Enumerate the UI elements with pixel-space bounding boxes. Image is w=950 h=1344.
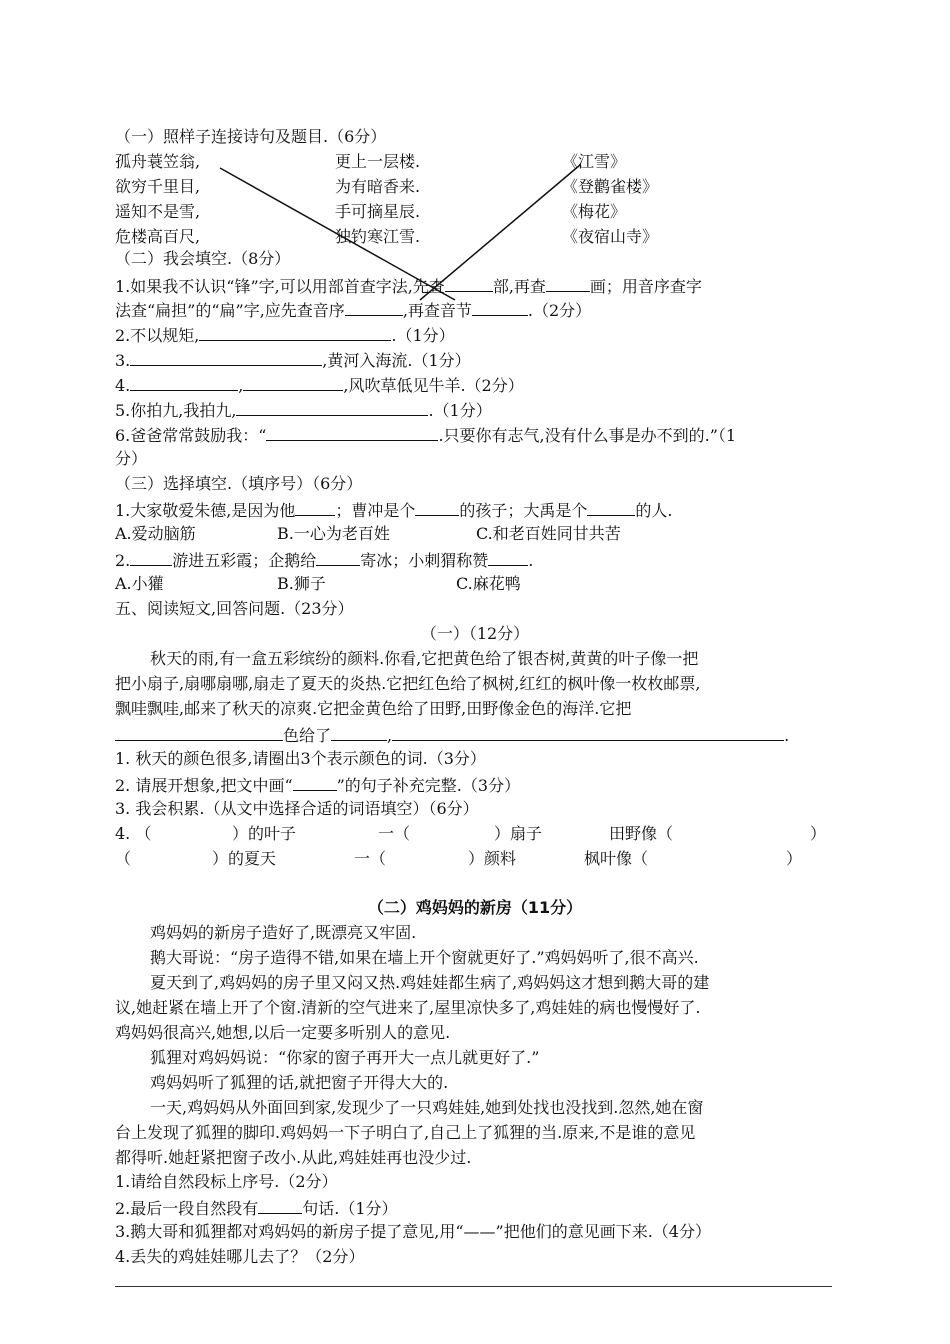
answer-blank[interactable] — [199, 324, 391, 341]
answer-blank[interactable] — [331, 724, 387, 741]
poem-line: 手可摘星辰. — [335, 202, 421, 221]
fill-item: ）扇子 — [494, 824, 543, 843]
question-line: 3. ,黄河入海流.（1分） — [115, 351, 471, 370]
answer-blank[interactable] — [130, 349, 322, 366]
answer-blank[interactable] — [115, 724, 283, 741]
passage-line: 议,她赶紧在墙上开了个窗.清新的空气进来了,屋里凉快多了,鸡娃娃的病也慢慢好了. — [115, 998, 701, 1017]
section5-heading: 五、阅读短文,回答问题.（23分） — [115, 599, 354, 618]
passage-fill-line: 色给了 , . — [115, 724, 789, 746]
passage-line: 狐狸对鸡妈妈说：“你家的窗子再开大一点儿就更好了.” — [150, 1048, 540, 1067]
question-line: 2.最后一段自然段有 句话.（1分） — [115, 1199, 398, 1218]
fill-item: ）的叶子 — [232, 824, 297, 843]
passage-line: 鸡妈妈听了狐狸的话,就把窗子开得大大的. — [150, 1073, 449, 1092]
fill-item: 4. （ — [115, 824, 152, 843]
poem-line: 独钓寒江雪. — [335, 227, 421, 246]
answer-blank[interactable] — [345, 299, 403, 316]
poem-line: 为有暗香来. — [335, 177, 421, 196]
poem-line: 更上一层楼. — [335, 152, 421, 171]
answer-blank[interactable] — [236, 399, 428, 416]
fill-item: ）颜料 — [468, 849, 517, 868]
poem-line: 孤舟蓑笠翁, — [115, 152, 201, 171]
question-line: 2. 游进五彩霞；企鹅给 寄冰；小刺猬称赞 . — [115, 551, 534, 570]
answer-blank[interactable] — [258, 1197, 302, 1214]
question-line: 1.如果我不认识“锋”字,可以用部首查字法,先查 部,再查 画；用音序查字 — [115, 277, 702, 296]
question-line: 法查“扁担”的“扁”字,应先查音序 ,再查音节 .（2分） — [115, 301, 592, 320]
fill-item: ）的夏天 — [212, 849, 277, 868]
option: A.爱动脑筋 — [115, 524, 196, 543]
passage-line: 一天,鸡妈妈从外面回到家,发现少了一只鸡娃娃,她到处找也没找到.忽然,她在窗 — [150, 1098, 704, 1117]
fill-item: ） — [810, 824, 827, 843]
answer-blank[interactable] — [130, 549, 172, 566]
question-line: 分） — [115, 449, 148, 468]
answer-blank[interactable] — [445, 275, 493, 292]
fill-item: ） — [786, 849, 803, 868]
poem-line: 遥知不是雪, — [115, 202, 201, 221]
answer-blank — [293, 774, 337, 791]
answer-blank[interactable] — [415, 499, 459, 516]
option: B.狮子 — [277, 574, 326, 593]
passage-line: 台上发现了狐狸的脚印.鸡妈妈一下子明白了,自己上了狐狸的当.原来,不是谁的意见 — [115, 1123, 696, 1142]
poem-title: 《梅花》 — [562, 202, 627, 221]
fill-item: 一（ — [378, 824, 411, 843]
question-line: 3.鹅大哥和狐狸都对鸡妈妈的新房子提了意见,用“——”把他们的意见画下来.（4分） — [115, 1222, 711, 1241]
section3-heading: （三）选择填空.（填序号）（6分） — [115, 474, 363, 493]
poem-line: 危楼高百尺, — [115, 227, 201, 246]
passage-line: 鸡妈妈很高兴,她想,以后一定要多听别人的意见. — [115, 1023, 451, 1042]
question-line: 5.你拍九,我拍九, .（1分） — [115, 401, 492, 420]
passage-line: 飘哇飘哇,邮来了秋天的凉爽.它把金黄色给了田野,田野像金色的海洋.它把 — [115, 699, 632, 718]
footer-rule — [115, 1286, 832, 1287]
answer-blank[interactable] — [295, 499, 335, 516]
passage-line: 都得听.她赶紧把窗子改小.从此,鸡娃娃再也没少过. — [115, 1148, 472, 1167]
question-line: 2.不以规矩, .（1分） — [115, 326, 455, 345]
question-line: 3. 我会积累.（从文中选择合适的词语填空）（6分） — [115, 799, 479, 818]
poem-title: 《江雪》 — [562, 152, 627, 171]
passage-line: 夏天到了,鸡妈妈的房子里又闷又热.鸡娃娃都生病了,鸡妈妈这才想到鹅大哥的建 — [150, 973, 710, 992]
answer-blank[interactable] — [266, 424, 438, 441]
answer-blank[interactable] — [587, 499, 635, 516]
answer-blank[interactable] — [392, 724, 784, 741]
fill-item: 枫叶像（ — [584, 849, 649, 868]
question-line: 4.丢失的鸡娃娃哪儿去了？（2分） — [115, 1247, 365, 1266]
fill-item: 一（ — [354, 849, 387, 868]
poem-title: 《夜宿山寺》 — [562, 227, 659, 246]
fill-item: 田野像（ — [609, 824, 674, 843]
section1-heading: （一）照样子连接诗句及题目.（6分） — [115, 127, 387, 146]
passage-line: 把小扇子,扇哪扇哪,扇走了夏天的炎热.它把红色给了枫树,红红的枫叶像一枚枚邮票, — [115, 674, 701, 693]
passage-line: 鹅大哥说：“房子造得不错,如果在墙上开个窗就更好了.”鸡妈妈听了,很不高兴. — [150, 948, 699, 967]
fill-item: （ — [115, 849, 132, 868]
poem-title: 《登鹳雀楼》 — [562, 177, 659, 196]
question-line: 1. 秋天的颜色很多,请圈出3个表示颜色的词.（3分） — [115, 749, 486, 768]
passage-line: 鸡妈妈的新房子造好了,既漂亮又牢固. — [150, 923, 417, 942]
option: C.麻花鸭 — [456, 574, 521, 593]
question-line: 2. 请展开想象,把文中画“ ”的句子补充完整.（3分） — [115, 776, 521, 795]
poem-line: 欲穷千里目, — [115, 177, 201, 196]
answer-blank[interactable] — [130, 374, 238, 391]
option: C.和老百姓同甘共苦 — [476, 524, 621, 543]
question-line: 6.爸爸常常鼓励我：“ .只要你有志气,没有什么事是办不到的.”（1 — [115, 426, 737, 445]
question-line: 1.大家敬爱朱德,是因为他 ；曹冲是个 的孩子；大禹是个 的人. — [115, 501, 673, 520]
section2-heading: （二）我会填空.（8分） — [115, 249, 291, 268]
answer-blank[interactable] — [316, 549, 360, 566]
question-line: 4. , ,风吹草低见牛羊.（2分） — [115, 376, 524, 395]
option: A.小獾 — [115, 574, 164, 593]
option: B.一心为老百姓 — [277, 524, 390, 543]
answer-blank[interactable] — [243, 374, 343, 391]
passage2-title: （二）鸡妈妈的新房（11分） — [367, 898, 583, 917]
passage-line: 秋天的雨,有一盒五彩缤纷的颜料.你看,它把黄色给了银杏树,黄黄的叶子像一把 — [150, 649, 699, 668]
passage1-title: （一）（12分） — [420, 624, 530, 643]
answer-blank[interactable] — [546, 275, 590, 292]
question-line: 1.请给自然段标上序号.（2分） — [115, 1172, 338, 1191]
answer-blank[interactable] — [472, 299, 528, 316]
answer-blank[interactable] — [488, 549, 528, 566]
